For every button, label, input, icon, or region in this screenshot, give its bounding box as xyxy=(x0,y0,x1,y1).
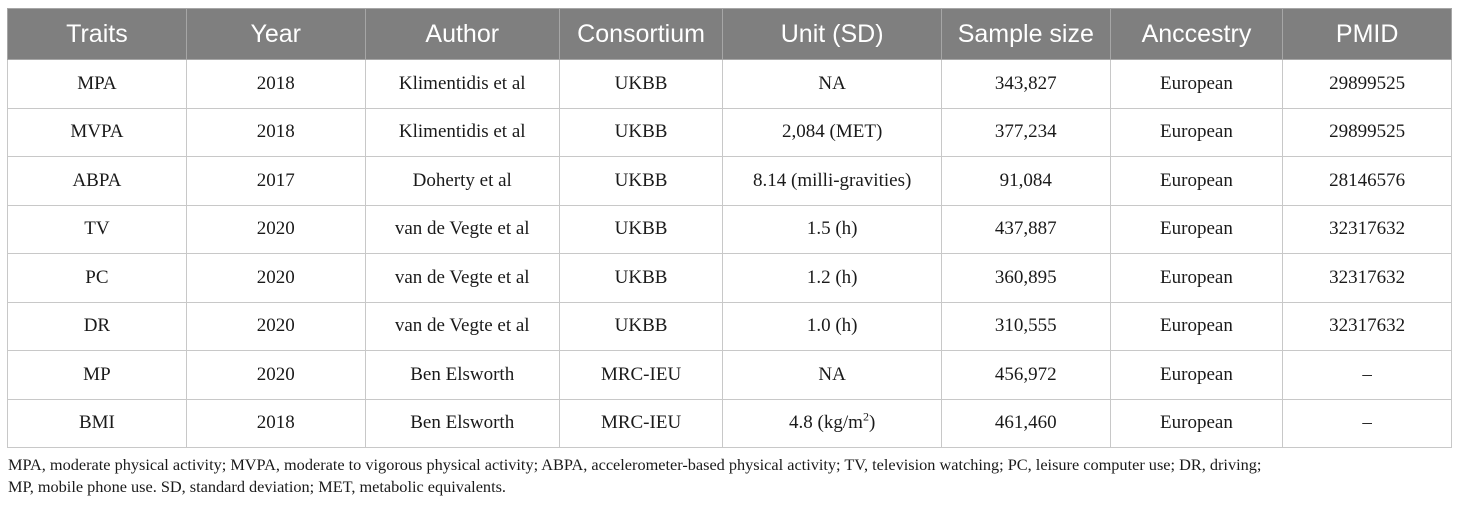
unit-superscript: 2 xyxy=(862,409,869,424)
cell-unit-sd xyxy=(723,108,942,157)
cell-sample-size: 91,084 xyxy=(942,157,1111,206)
cell-consortium: UKBB xyxy=(559,157,723,206)
table-row xyxy=(8,108,1452,157)
cell-year: 2018 xyxy=(186,60,365,109)
cell-year: 2020 xyxy=(186,254,365,303)
cell-pmid: – xyxy=(1283,351,1452,400)
cell-author: Ben Elsworth xyxy=(365,351,559,400)
cell-year: 2018 xyxy=(186,108,365,157)
cell-ancestry: European xyxy=(1110,157,1283,206)
table-row xyxy=(8,351,1452,400)
cell-consortium: UKBB xyxy=(559,108,723,157)
cell-trait: DR xyxy=(8,302,187,351)
cell-sample-size: 456,972 xyxy=(942,351,1111,400)
cell-trait: TV xyxy=(8,205,187,254)
cell-consortium: MRC-IEU xyxy=(559,399,723,448)
cell-author: van de Vegte et al xyxy=(365,205,559,254)
cell-unit-sd xyxy=(723,60,942,109)
header-unit-sd: Unit (SD) xyxy=(723,9,942,60)
table-row xyxy=(8,399,1452,448)
header-pmid: PMID xyxy=(1283,9,1452,60)
cell-sample-size: 343,827 xyxy=(942,60,1111,109)
cell-pmid: – xyxy=(1283,399,1452,448)
cell-pmid: 28146576 xyxy=(1283,157,1452,206)
cell-year: 2020 xyxy=(186,351,365,400)
cell-author: van de Vegte et al xyxy=(365,302,559,351)
unit-text: 1.2 (h) xyxy=(806,266,858,288)
table-row xyxy=(8,157,1452,206)
cell-ancestry: European xyxy=(1110,254,1283,303)
cell-ancestry: European xyxy=(1110,351,1283,400)
header-consortium: Consortium xyxy=(559,9,723,60)
footnote-line-2: MP, mobile phone use. SD, standard deviation; MET, metabolic equivalents. xyxy=(8,477,506,496)
header-row xyxy=(8,9,1452,60)
data-table-container xyxy=(7,8,1452,448)
table-row xyxy=(8,205,1452,254)
unit-text: NA xyxy=(818,72,846,94)
header-traits: Traits xyxy=(8,9,187,60)
header-author: Author xyxy=(365,9,559,60)
cell-trait: MPA xyxy=(8,60,187,109)
cell-author: Klimentidis et al xyxy=(365,108,559,157)
unit-text: 2,084 (MET) xyxy=(782,121,883,143)
cell-consortium: UKBB xyxy=(559,60,723,109)
cell-ancestry: European xyxy=(1110,399,1283,448)
cell-author: Doherty et al xyxy=(365,157,559,206)
cell-consortium: UKBB xyxy=(559,254,723,303)
cell-unit-sd xyxy=(723,302,942,351)
unit-suffix: ) xyxy=(868,412,876,434)
cell-consortium: UKBB xyxy=(559,302,723,351)
cell-unit-sd xyxy=(723,351,942,400)
cell-year: 2020 xyxy=(186,302,365,351)
cell-sample-size: 437,887 xyxy=(942,205,1111,254)
cell-pmid: 29899525 xyxy=(1283,60,1452,109)
table-row xyxy=(8,302,1452,351)
footnote-line-1: MPA, moderate physical activity; MVPA, moderate to vigorous physical activity; ABPA, accelerometer-based physical activity; TV, television watching; PC, leisure computer use; DR, driving; xyxy=(8,455,1262,474)
unit-text: 8.14 (milli-gravities) xyxy=(753,169,912,191)
cell-sample-size: 310,555 xyxy=(942,302,1111,351)
unit-text: 1.5 (h) xyxy=(806,218,858,240)
cell-ancestry: European xyxy=(1110,205,1283,254)
unit-text: NA xyxy=(818,363,846,385)
cell-unit-sd xyxy=(723,205,942,254)
cell-author: van de Vegte et al xyxy=(365,254,559,303)
cell-sample-size: 461,460 xyxy=(942,399,1111,448)
header-sample-size: Sample size xyxy=(942,9,1111,60)
unit-text: 4.8 (kg/m xyxy=(789,412,863,434)
cell-pmid: 32317632 xyxy=(1283,302,1452,351)
cell-consortium: MRC-IEU xyxy=(559,351,723,400)
cell-trait: MP xyxy=(8,351,187,400)
cell-ancestry: European xyxy=(1110,60,1283,109)
cell-ancestry: European xyxy=(1110,108,1283,157)
cell-year: 2020 xyxy=(186,205,365,254)
cell-trait: ABPA xyxy=(8,157,187,206)
cell-sample-size: 377,234 xyxy=(942,108,1111,157)
cell-sample-size: 360,895 xyxy=(942,254,1111,303)
header-ancestry: Anccestry xyxy=(1110,9,1283,60)
cell-consortium: UKBB xyxy=(559,205,723,254)
traits-table xyxy=(7,8,1452,448)
cell-pmid: 29899525 xyxy=(1283,108,1452,157)
header-year: Year xyxy=(186,9,365,60)
cell-pmid: 32317632 xyxy=(1283,254,1452,303)
cell-author: Klimentidis et al xyxy=(365,60,559,109)
cell-unit-sd xyxy=(723,399,942,448)
table-row xyxy=(8,60,1452,109)
cell-ancestry: European xyxy=(1110,302,1283,351)
cell-trait: BMI xyxy=(8,399,187,448)
cell-trait: PC xyxy=(8,254,187,303)
cell-unit-sd xyxy=(723,254,942,303)
unit-text: 1.0 (h) xyxy=(806,315,858,337)
cell-author: Ben Elsworth xyxy=(365,399,559,448)
cell-year: 2017 xyxy=(186,157,365,206)
cell-trait: MVPA xyxy=(8,108,187,157)
table-footnote xyxy=(8,454,1453,498)
cell-unit-sd xyxy=(723,157,942,206)
cell-year: 2018 xyxy=(186,399,365,448)
cell-pmid: 32317632 xyxy=(1283,205,1452,254)
table-row xyxy=(8,254,1452,303)
